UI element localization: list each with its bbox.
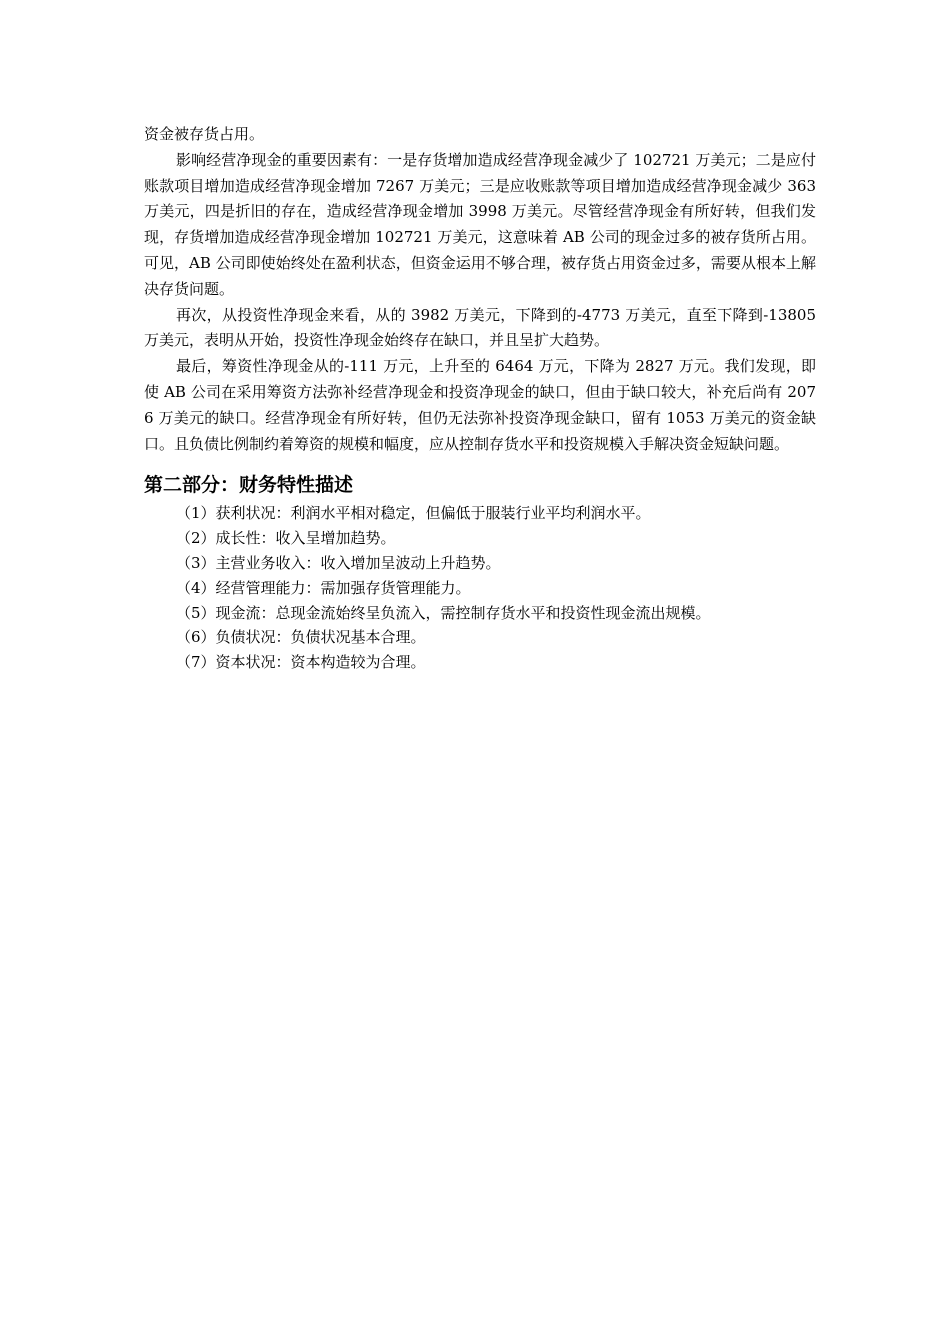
list-item: （2）成长性：收入呈增加趋势。 [176,529,396,548]
document-page [144,122,816,675]
list-item: （6）负债状况：负债状况基本合理。 [176,628,426,647]
list-item: （1）获利状况：利润水平相对稳定，但偏低于服装行业平均利润水平。 [176,504,651,523]
paragraph-continuation: 资金被存货占用。 [144,125,265,143]
list-item: （3）主营业务收入：收入增加呈波动上升趋势。 [176,553,501,572]
financial-characteristics-list [144,501,816,675]
list-item: （4）经营管理能力：需加强存货管理能力。 [176,578,471,597]
section-heading: 第二部分：财务特性描述 [144,474,354,497]
paragraph-operating-cash-factors: 影响经营净现金的重要因素有：一是存货增加造成经营净现金减少了 102721 万美元；二是应付账款项目增加造成经营净现金增加 7267 万美元；三是应收账款等项目增加造成经营净现金减少 363 万美元，四是折旧的存在，造成经营净现金增加 3998 万美元。尽管经营净现金有所好转，但我们发现，存货增加造成经营净现金增加 102721 万美元，这意味着 AB 公司的现金过多的被存货所占用。可见，AB 公司即使始终处在盈利状态，但资金运用不够合理，被存货占用资金过多，需要从根本上解决存货问题。 [144,150,816,298]
list-item: （5）现金流：总现金流始终呈负流入，需控制存货水平和投资性现金流出规模。 [176,603,711,622]
paragraph-investing-cash: 再次，从投资性净现金来看，从的 3982 万美元，下降到的-4773 万美元，直至下降到-13805 万美元，表明从开始，投资性净现金始终存在缺口，并且呈扩大趋势。 [144,305,816,350]
paragraph-financing-cash: 最后，筹资性净现金从的-111 万元，上升至的 6464 万元，下降为 2827 万元。我们发现，即使 AB 公司在采用筹资方法弥补经营净现金和投资净现金的缺口，但由于缺口较大，补充后尚有 2076 万美元的缺口。经营净现金有所好转，但仍无法弥补投资净现金缺口，留有 1053 万美元的资金缺口。且负债比例制约着筹资的规模和幅度，应从控制存货水平和投资规模入手解决资金短缺问题。 [144,357,816,453]
list-item: （7）资本状况：资本构造较为合理。 [176,653,426,672]
